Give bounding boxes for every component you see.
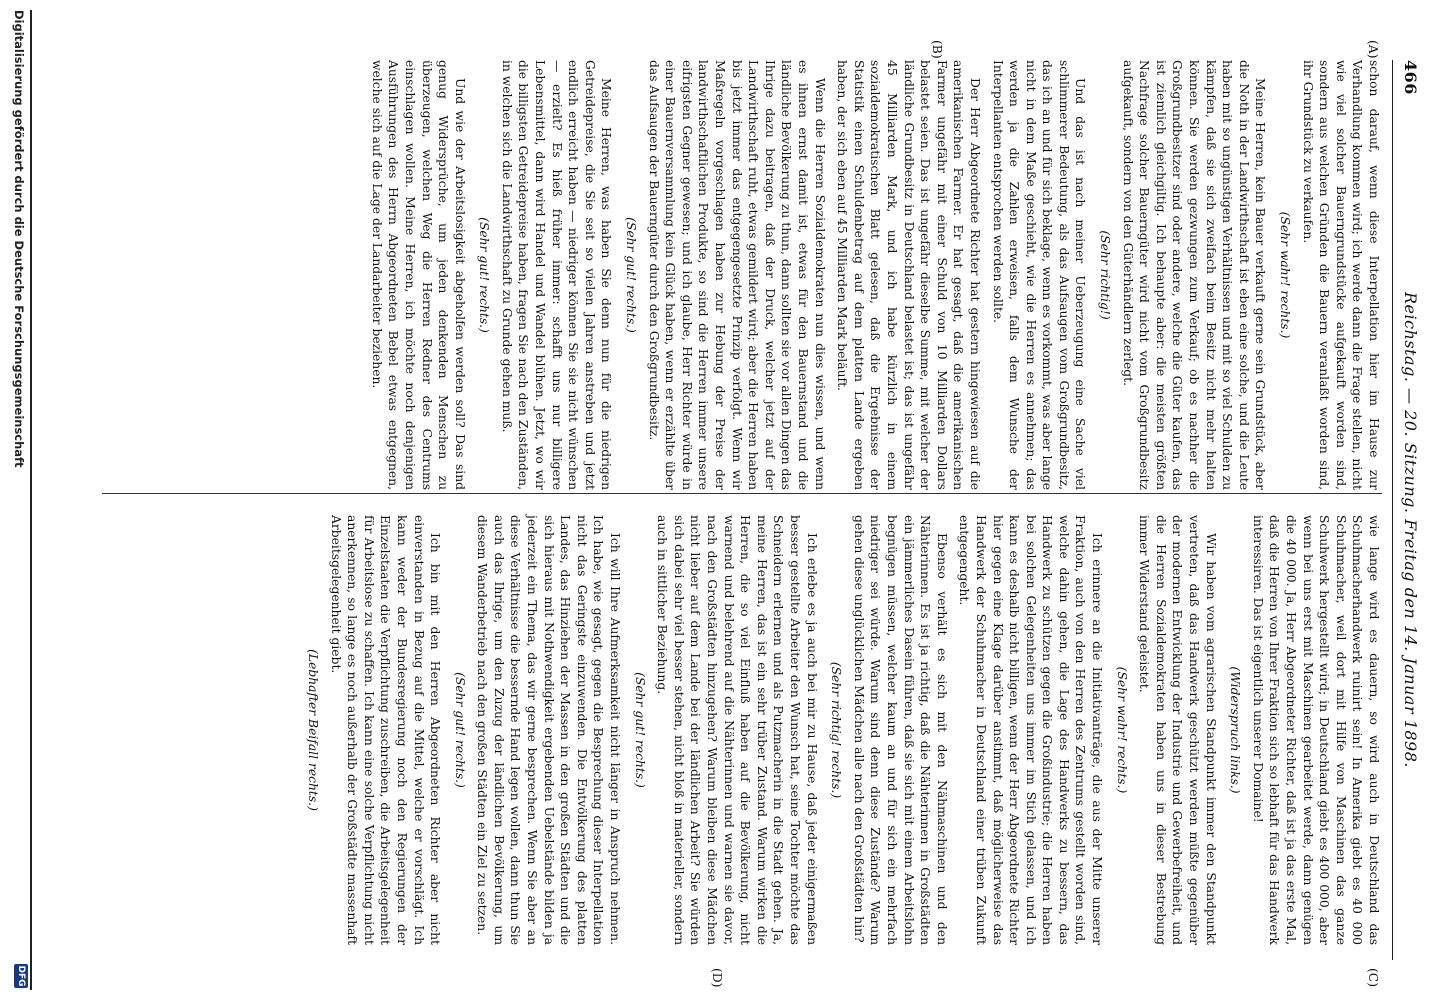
interjection: (Sehr gut! rechts.) <box>624 217 639 333</box>
paragraph: Ich will Ihre Aufmerksamkeit nicht länger in Anspruch nehmen. Ich habe, wie gesagt, gegen die Besprechung dieser Interpellation nicht das Geringste einzuwenden. Die Entvölkerung des platten Landes, das Hinziehen der Massen in den großen Städten und die sich hieraus mit Nothwendigkeit ergebenden Uebelstände bilden ja jederzeit ein Thema, das wir gerne besprechen. Wenn Sie aber an diese Verhältnisse die bessernde Hand legen wollen, dann thun Sie auch das Ihrige, um den Zuzug der ländlichen Bevölkerung, um diesem Wanderbetrieb nach den großen Städten ein Ziel zu setzen. <box>475 515 623 945</box>
paragraph: Der Herr Abgeordnete Richter hat gestern hingewiesen auf die amerikanischen Farmer. Er hat gesagt, daß die amerikanischen Farmer ungefähr mit einer Schuld von 10 Milliarden Dollars belastet seien. Das ist ungefähr dieselbe Summe, mit welcher der ländliche Grundbesitz in Deutschland belastet ist; das ist ungefähr 45 Milliarden Mark, und ich habe kürzlich in einem sozialdemokratischen Blatt gelesen, daß die Ergebnisse der Statistik einen Schuldenbetrag auf dem platten Lande ergeben haben, der sich eben auf 45 Milliarden Mark beläuft. <box>835 60 982 490</box>
paragraph: Ich erlebe es ja auch bei mir zu Hause, daß jeder einigermaßen besser gestellte Arbeiter den Wunsch hat, seine Tochter möchte das Schneidern erlernen und als Putzmacherin in die Stadt gehen. Ja, meine Herren, das ist ein sehr trüber Zustand. Warum wirken die Herren, die so viel Einfluß haben auf die Bevölkerung, nicht warnend und belehrend auf die Nähterinnen und warnen sie davor, nach den Großstädten hinzugehen? Warum bleiben diese Mädchen nicht lieber auf dem Lande bei der ländlichen Arbeit? Sie würden sich dabei sehr viel besser stehen, nicht bloß in materieller, sondern auch in sittlicher Beziehung. <box>655 515 819 945</box>
interjection: (Lebhafter Beifall rechts.) <box>305 649 320 811</box>
paragraph: Ebenso verhält es sich mit den Nähmaschinen und den Nähterinnen. Es ist ja richtig, daß die Nähterinnen in Großstädten ein jämmerliches Dasein führen, daß sie sich mit einem Arbeitslohn begnügen müssen, welcher kaum an und für sich ein mehrfach niedriger sei würde. Warum sind denn diese Zustände? Warum gehen diese unglücklichen Mädchen alle nach den Großstädten hin? <box>851 515 949 945</box>
digitization-footer <box>8 0 32 1000</box>
header-rule <box>1392 60 1393 960</box>
left-column <box>362 60 1382 490</box>
paragraph: schon darauf, wenn diese Interpellation hier im Hause zur Verhandlung kommen wird; ich werde dann die Frage stellen, nicht wie viel solcher Bauerngrundstücke aufgekauft worden sind, sondern aus welchen Gründen die Bauern veranlaßt worden sind, ihr Grundstück zu verkaufen. <box>1300 60 1381 490</box>
margin-marker-b: (B) <box>930 40 944 59</box>
interjection: (Sehr richtig! rechts.) <box>829 661 844 799</box>
paragraph: wie lange wird es dauern, so wird auch in Deutschland das Schuhmacherhandwerk ruinirt sein! In Amerika giebt es 40 000 Schuhmacher, weil dort mit Hilfe von Maschinen das ganze Schuhwerk hergestellt wird; in Deutschland giebt es 400 000, aber wenn bei uns erst mit Maschinen gearbeitet werde, dann genügen die 40 000. Ja, Herr Abgeordneter Richter, daß ist ja das erste Mal, daß die Herren von Ihrer Fraktion sich so lebhaft für das Handwerk interessiren. Das ist eigentlich unserer Domaine! <box>1250 515 1381 945</box>
paragraph: Wenn die Herren Sozialdemokraten nun dies wissen, und wenn es ihnen ernst damit ist, etwas für den Bauernstand und die ländliche Bevölkerung zu thun, dann sollten sie vor allen Dingen das Ihrige dazu beitragen, daß der Druck, welcher jetzt auf der Landwirthschaft ruht, etwas gemildert wird; aber die Herren haben bis jetzt immer das entgegengesetzte Prinzip verfolgt. Wenn wir Maßregeln vorgeschlagen haben zur Hebung der Preise der landwirthschaftlichen Produkte, so sind die Herren immer unsere eifrigsten Gegner gewesen; und ich glaube, Herr Richter würde in einer Bauernversammlung kein Glück haben, wenn er erzählte über das Aufsaugen der Bauerngüter durch den Großgrundbesitz. <box>646 60 827 490</box>
paragraph: Und das ist nach meiner Ueberzeugung eine Sache viel schlimmerer Bedeutung, als das Aufsaugen vom Großgrundbesitz, das ich an und für sich beklage, wenn es vorkommt, was aber lange nicht in dem Maße geschieht, wie die Herren es annehmen; das werden ja die Zahlen erweisen, falls dem Wunsche der Interpellanten entsprochen werden sollte. <box>990 60 1088 490</box>
column-divider <box>102 493 1382 494</box>
margin-marker-a: (A) <box>1366 40 1380 59</box>
paragraph: Wir haben vom agrarischen Standpunkt immer den Standpunkt vertreten, daß das Handwerk geschützt werden müßte gegenüber der modernen Entwicklung der Industrie und Gewerbefreiheit, und die Herren Sozialdemokraten haben uns in dieser Bestrebung immer Widerstand geleistet. <box>1137 515 1218 945</box>
dfg-logo: DFG <box>16 965 26 987</box>
paragraph: Meine Herren, was haben Sie denn nun für die niedrigen Getreidepreise, die Sie seit so vielen Jahren anstreben und jetzt endlich erreicht haben — niedriger können Sie sie nicht wünschen — erzielt? Es hieß früher immer: schafft uns nur billigere Lebensmittel, dann wird Handel und Wandel blühen. Jetzt, wo wir die billigsten Getreidepreise haben, fragen Sie nach den Zuständen, in welchen sich die Landwirthschaft zu Grunde gehen muß. <box>499 60 614 490</box>
interjection: (Sehr gut! rechts.) <box>477 217 492 333</box>
margin-marker-d: (D) <box>710 968 724 988</box>
paragraph: Ich bin mit den Herren Abgeordneten Richter aber nicht einverstanden in Bezug auf die Mittel, welche er vorschlägt. Ich kann weder der Bundesregierung noch den Regierungen der Einzelstaaten die Verpflichtung zuschreiben, die Arbeitsgelegenheit für Arbeitslose zu schaffen. Ich kann eine solche Verpflichtung nicht anerkennen, so lange es noch außerhalb der Großstädte massenhaft Arbeitsgelegenheit giebt. <box>328 515 443 945</box>
interjection: (Widerspruch links.) <box>1228 666 1243 794</box>
interjection: (Sehr gut! rechts.) <box>632 672 647 788</box>
margin-marker-c: (C) <box>1366 968 1380 988</box>
interjection: (Sehr wahr! rechts.) <box>1114 666 1129 794</box>
paragraph: Ich erinnere an die Initiativanträge, die aus der Mitte unserer Fraktion, auch von den Herren des Zentrums gestellt worden sind, welche dahin gehen, die Lage des Handwerks zu bessern, das Handwerk zu schützen gegen die Großindustrie; die Herren haben bei solchen Gelegenheiten uns immer im Stich gelassen, und ich kann es deshalb nicht billigen, wenn der Herr Abgeordnete Richter hier gegen eine Klage darüber anstimmt, daß möglicherweise das Handwerk der Schuhmacher in Deutschland einer trüben Zukunft entgegengeht. <box>957 515 1105 945</box>
interjection: (Sehr gut! rechts.) <box>452 672 467 788</box>
interjection: (Sehr richtig!) <box>1098 230 1113 320</box>
running-title: Reichstag. — 20. Sitzung. Freitag den 14. Januar 1898. <box>1401 292 1420 768</box>
page-number: 466 <box>1401 60 1420 95</box>
paragraph: Meine Herren, kein Bauer verkauft gerne sein Grundstück, aber die Noth in der Landwirthschaft ist eben eine solche, und die Leute haben mit so ungünstigen Verhältnissen und mit so viel Schulden zu kämpfen, daß sie sich zweifach beim Besitz nicht mehr halten können. Sie werden gezwungen zum Verkauf; ob es nachher die Großgrundbesitzer sind oder andere, welche die Güter kaufen, das ist ziemlich gleichgiltig. Ich behaupte aber: die meisten größten Nachfrage solcher Bauerngüter wird nicht vom Großgrundbesitz aufgekauft, sondern von den Güterhändlern zerlegt. <box>1120 60 1268 490</box>
footer-rule <box>30 10 32 990</box>
funding-credit: Digitalisierung gefördert durch die Deutsche Forschungsgemeinschaft <box>12 10 26 468</box>
paragraph: Und wie der Arbeitslosigkeit abgeholfen werden soll? Das sind genug Widersprüche, um jeden denkenden Menschen zu überzeugen, welchen Weg die Herren Redner des Centrums einschlagen wollen. Meine Herren, ich möchte noch denjenigen Ausführungen des Herrn Abgeordneten Bebel etwas entgegnen, welche sich auf die Lage der Landarbeiter beziehen. <box>369 60 467 490</box>
right-column <box>296 515 1382 945</box>
page-header <box>1392 60 1426 960</box>
interjection: (Sehr wahr! rechts.) <box>1278 211 1293 339</box>
